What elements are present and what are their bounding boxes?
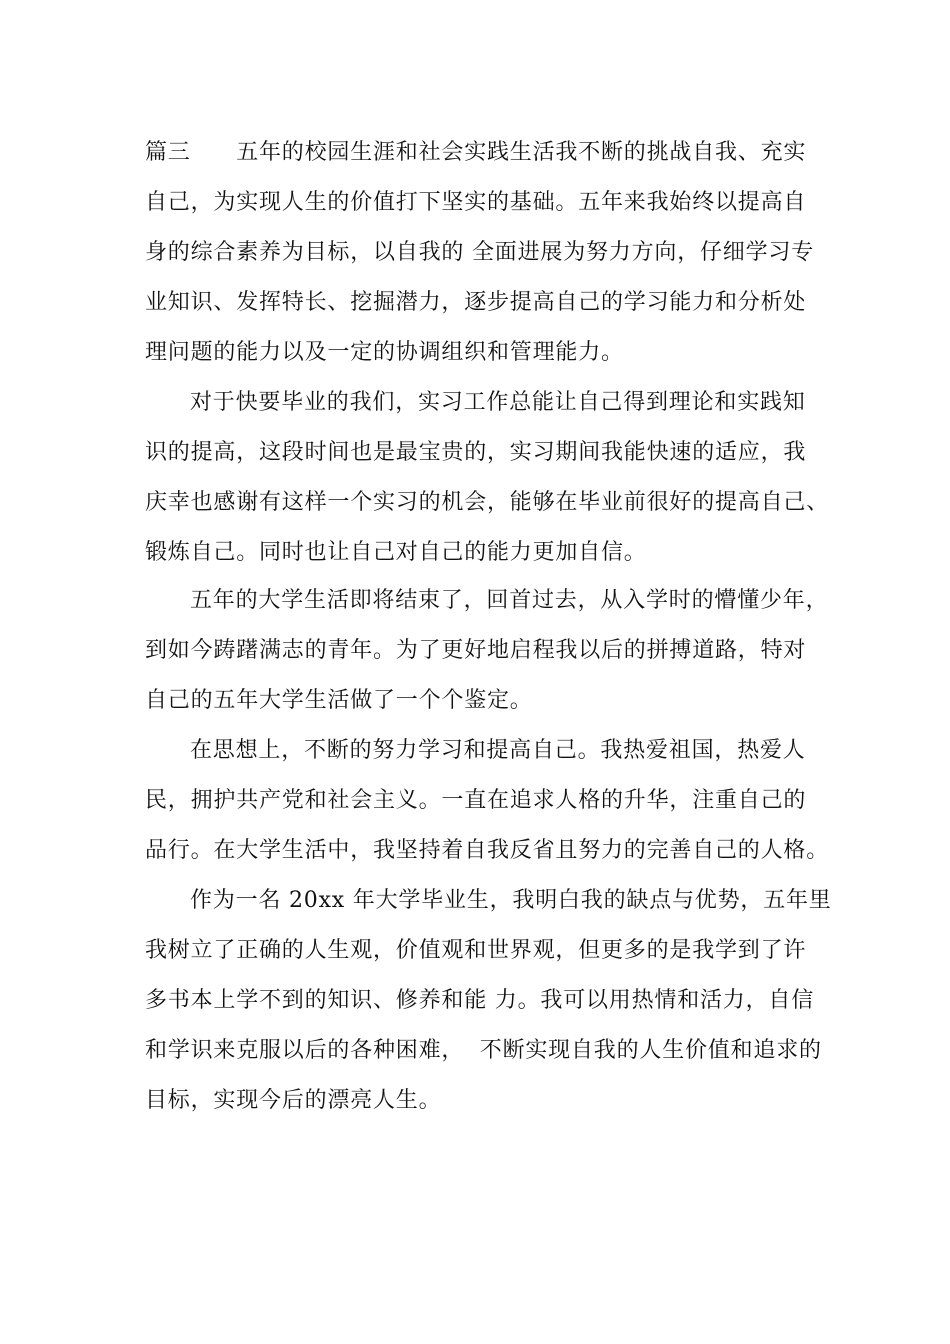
paragraph-5-line-2: 我树立了正确的人生观，价值观和世界观，但更多的是我学到了许 <box>145 938 807 963</box>
paragraph-5-line-5: 目标，实现今后的漂亮人生。 <box>145 1088 442 1113</box>
paragraph-1-line-4: 业知识、发挥特长、挖掘潜力，逐步提高自己的学习能力和分析处 <box>145 290 807 315</box>
paragraph-2-line-2: 识的提高，这段时间也是最宝贵的，实习期间我能快速的适应，我 <box>145 440 807 465</box>
paragraph-4-line-1: 在思想上，不断的努力学习和提高自己。我热爱祖国，热爱人 <box>190 738 806 763</box>
paragraph-3-line-3: 自己的五年大学生活做了一个个鉴定。 <box>145 688 533 713</box>
paragraph-1-line-2: 自己，为实现人生的价值打下坚实的基础。五年来我始终以提高自 <box>145 190 807 215</box>
paragraph-3-line-2: 到如今踌躇满志的青年。为了更好地启程我以后的拼搏道路，特对 <box>145 638 807 663</box>
paragraph-5-line-4: 和学识来克服以后的各种困难， 不断实现自我的人生价值和追求的 <box>145 1038 822 1063</box>
paragraph-4-line-2: 民，拥护共产党和社会主义。一直在追求人格的升华，注重自己的 <box>145 788 807 813</box>
paragraph-5-line-1: 作为一名 20xx 年大学毕业生，我明白我的缺点与优势，五年里 <box>190 888 832 913</box>
paragraph-1-line-3: 身的综合素养为目标，以自我的 全面进展为努力方向，仔细学习专 <box>145 240 814 265</box>
paragraph-4-line-3: 品行。在大学生活中，我坚持着自我反省且努力的完善自己的人格。 <box>145 838 830 863</box>
paragraph-3-line-1: 五年的大学生活即将结束了，回首过去，从入学时的懵懂少年， <box>190 588 829 613</box>
paragraph-1-line-1: 篇三 五年的校园生涯和社会实践生活我不断的挑战自我、充实 <box>145 140 807 165</box>
paragraph-5-line-3: 多书本上学不到的知识、修养和能 力。我可以用热情和活力，自信 <box>145 988 814 1013</box>
paragraph-2-line-1: 对于快要毕业的我们，实习工作总能让自己得到理论和实践知 <box>190 390 806 415</box>
paragraph-2-line-3: 庆幸也感谢有这样一个实习的机会，能够在毕业前很好的提高自己、 <box>145 490 830 515</box>
paragraph-2-line-4: 锻炼自己。同时也让自己对自己的能力更加自信。 <box>145 540 647 565</box>
paragraph-1-line-5: 理问题的能力以及一定的协调组织和管理能力。 <box>145 340 624 365</box>
